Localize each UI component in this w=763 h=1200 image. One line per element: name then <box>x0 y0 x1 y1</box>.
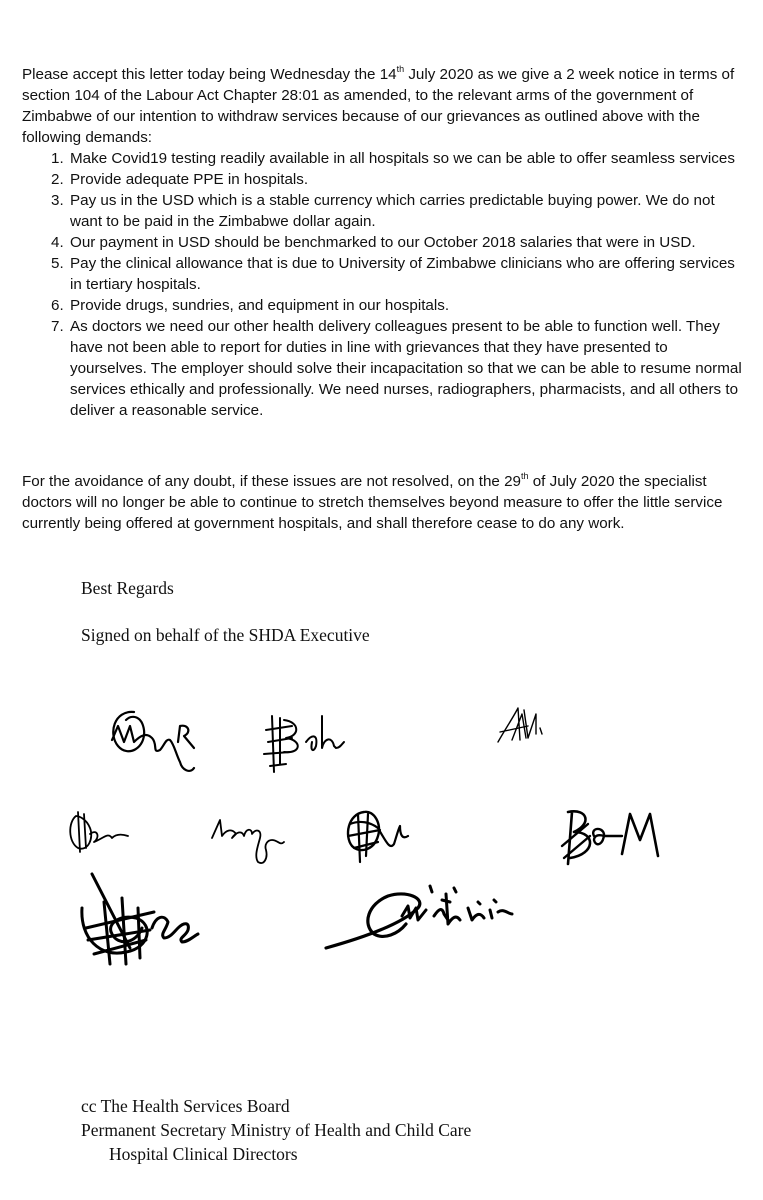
intro-text-start: Please accept this letter today being Wednesday the 14 <box>22 66 397 83</box>
signature-2 <box>262 712 358 778</box>
demands-list <box>22 148 742 421</box>
intro-ordinal-suffix: th <box>396 63 405 74</box>
signed-on-behalf: Signed on behalf of the SHDA Executive <box>81 625 370 645</box>
signature-9 <box>322 880 522 954</box>
intro-paragraph <box>22 64 742 148</box>
signature-6 <box>338 806 414 870</box>
demand-number: 2. <box>51 171 64 188</box>
demand-text: Provide drugs, sundries, and equipment in our hospitals. <box>70 297 450 314</box>
demand-item <box>22 295 742 316</box>
demand-text: Pay us in the USD which is a stable currency which carries predictable buying power. We do not want to be paid in the Zimbabwe dollar again. <box>70 192 715 230</box>
signature-1 <box>104 702 200 774</box>
closing-ordinal-suffix: th <box>520 470 529 481</box>
demand-item <box>22 316 742 421</box>
demand-text: Provide adequate PPE in hospitals. <box>70 171 309 188</box>
signature-3 <box>496 704 552 746</box>
demand-text: As doctors we need our other health delivery colleagues present to be able to function well. They have not been able to report for duties in line with grievances that they have presented to yourselves. The employer should solve their incapacitation so that we can be able to resume normal services ethically and professionally. We need nurses, radiographers, pharmacists, and all others to deliver a reasonable service. <box>70 318 742 419</box>
signature-5 <box>206 810 294 872</box>
demand-item <box>22 232 742 253</box>
demand-item <box>22 169 742 190</box>
demand-text: Make Covid19 testing readily available in all hospitals so we can be able to offer seamless services <box>70 150 735 167</box>
signature-4 <box>64 808 138 856</box>
demand-number: 5. <box>51 255 64 272</box>
demand-number: 1. <box>51 150 64 167</box>
signature-7 <box>558 806 676 868</box>
demand-number: 4. <box>51 234 64 251</box>
demand-item <box>22 148 742 169</box>
intro-text-end: July 2020 as we give a 2 week notice in terms of section 104 of the Labour Act Chapter 28:01 as amended, to the relevant arms of the government of Zimbabwe of our intention to withdraw services because of our grievances as outlined above with the following demands: <box>22 66 735 146</box>
demand-text: Our payment in USD should be benchmarked to our October 2018 salaries that were in USD. <box>70 234 696 251</box>
cc-line: Permanent Secretary Ministry of Health and Child Care <box>81 1120 472 1140</box>
signature-8 <box>70 868 218 970</box>
demand-item <box>22 190 742 232</box>
cc-list <box>81 1094 471 1166</box>
cc-line: cc The Health Services Board <box>81 1096 290 1116</box>
closing-text-end: of July 2020 the specialist doctors will no longer be able to continue to stretch themselves beyond measure to offer the little service currently being offered at government hospitals, and shall therefore cease to do any work. <box>22 473 723 532</box>
closing-text-start: For the avoidance of any doubt, if these issues are not resolved, on the 29 <box>22 473 521 490</box>
demand-number: 3. <box>51 192 64 209</box>
demand-text: Pay the clinical allowance that is due to University of Zimbabwe clinicians who are offering services in tertiary hospitals. <box>70 255 735 293</box>
sign-off: Best Regards <box>81 578 174 598</box>
demand-number: 6. <box>51 297 64 314</box>
cc-line: Hospital Clinical Directors <box>109 1144 298 1164</box>
demand-item <box>22 253 742 295</box>
closing-paragraph <box>22 471 742 534</box>
demand-number: 7. <box>51 318 64 335</box>
